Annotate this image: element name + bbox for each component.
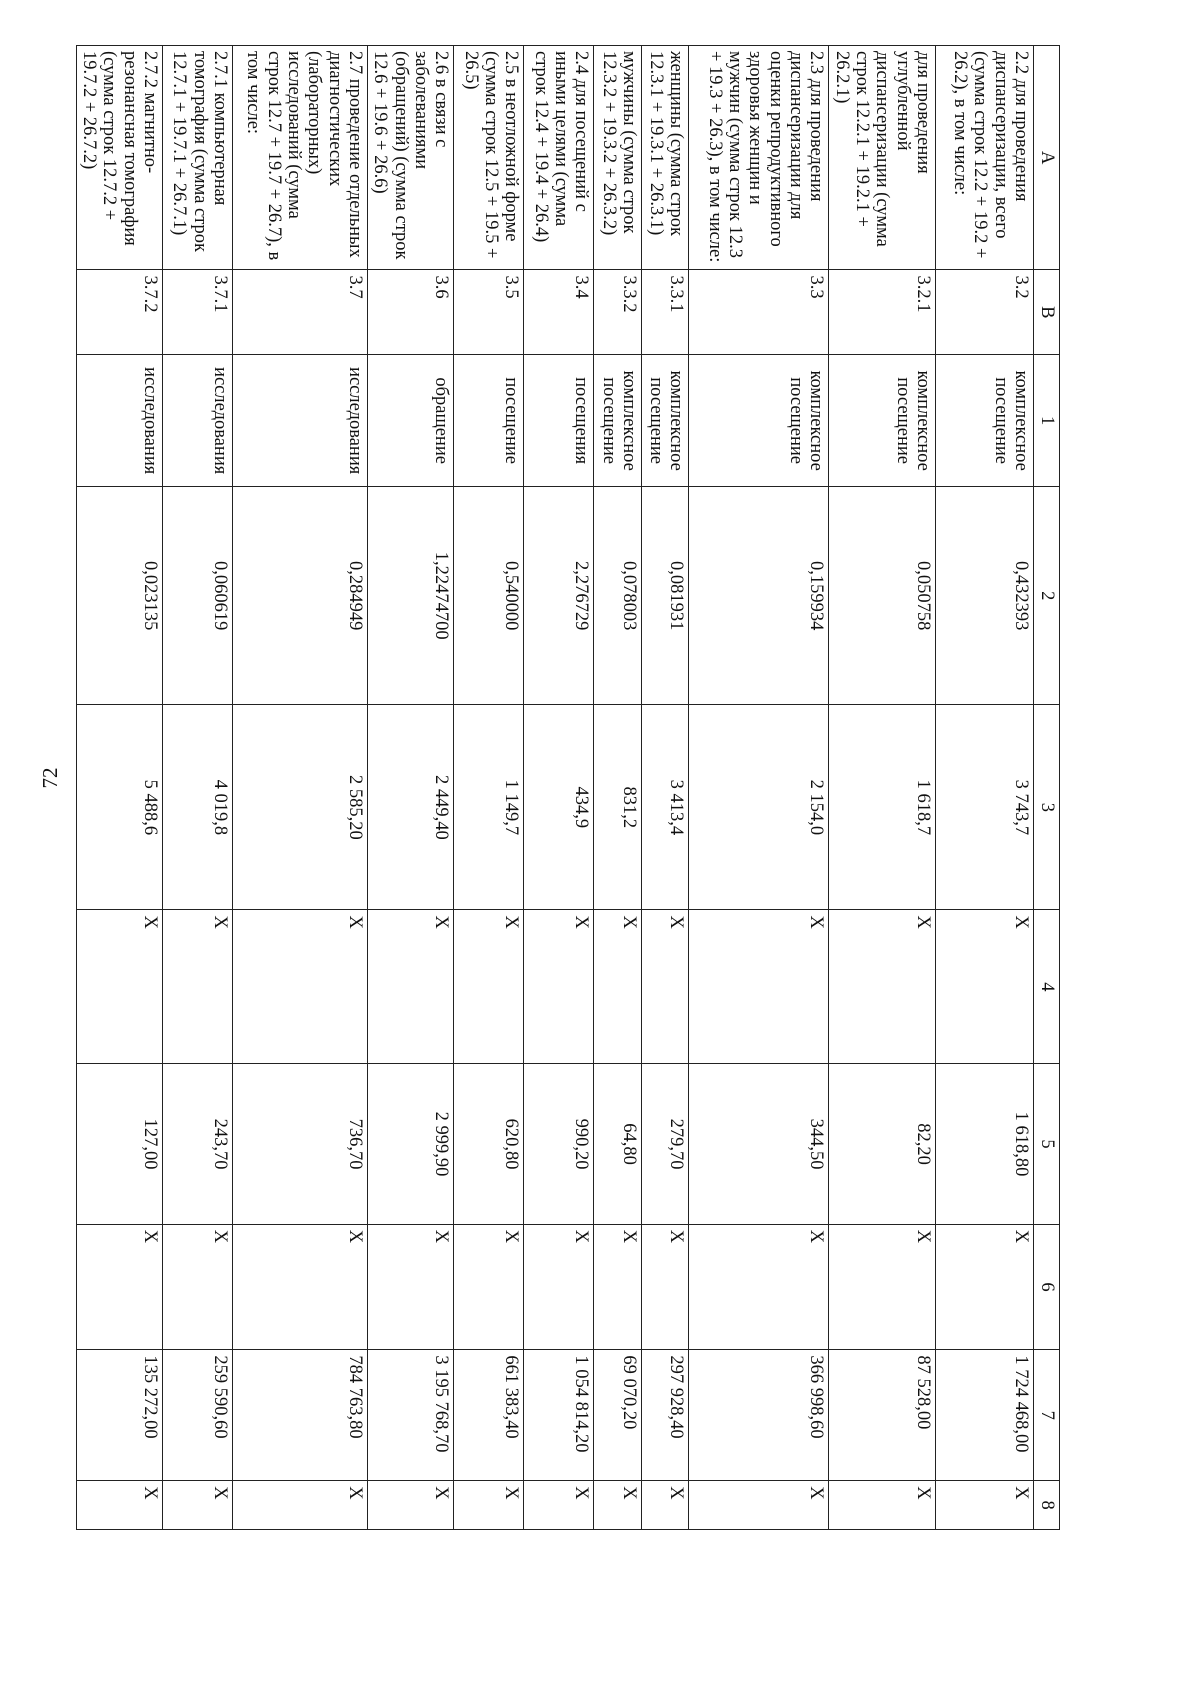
value-cell: Х: [162, 1224, 232, 1350]
value-cell: 831,2: [594, 705, 642, 910]
value-cell: 3 743,7: [936, 705, 1034, 910]
value-cell: Х: [829, 1224, 936, 1350]
value-cell: Х: [524, 1224, 594, 1350]
column-header: 3: [1034, 705, 1060, 910]
value-cell: 2 999,90: [367, 1064, 453, 1224]
value-cell: Х: [829, 1481, 936, 1530]
row-number-cell: 3.7: [232, 270, 367, 355]
value-cell: Х: [689, 1481, 829, 1530]
value-cell: 127,00: [76, 1064, 162, 1224]
value-cell: 2 449,40: [367, 705, 453, 910]
value-cell: 243,70: [162, 1064, 232, 1224]
row-label-cell: женщины (сумма строк 12.3.1 + 19.3.1 + 26.3.1): [642, 46, 689, 270]
row-label-cell: мужчины (сумма строк 12.3.2 + 19.3.2 + 26.3.2): [594, 46, 642, 270]
value-cell: 2 154,0: [689, 705, 829, 910]
value-cell: Х: [936, 1224, 1034, 1350]
value-cell: 990,20: [524, 1064, 594, 1224]
value-cell: 3 195 768,70: [367, 1350, 453, 1481]
table-row: [367, 46, 453, 1530]
value-cell: Х: [524, 910, 594, 1064]
table-row: [162, 46, 232, 1530]
row-label-cell: 2.7.1 компьютерная томография (сумма строк 12.7.1 + 19.7.1 + 26.7.1): [162, 46, 232, 270]
value-cell: Х: [524, 1481, 594, 1530]
column-header: 2: [1034, 487, 1060, 705]
value-cell: 259 590,60: [162, 1350, 232, 1481]
row-label-cell: 2.7.2 магнитно-резонансная томография (сумма строк 12.7.2 + 19.7.2 + 26.7.2): [76, 46, 162, 270]
value-cell: 0,159934: [689, 487, 829, 705]
unit-cell: комплексное посещение: [689, 355, 829, 487]
table-body: [76, 46, 1059, 1530]
column-header: В: [1034, 270, 1060, 355]
value-cell: Х: [689, 1224, 829, 1350]
table-row: [232, 46, 367, 1530]
value-cell: Х: [642, 910, 689, 1064]
column-header: 5: [1034, 1064, 1060, 1224]
value-cell: Х: [367, 1481, 453, 1530]
row-number-cell: 3.2: [936, 270, 1034, 355]
value-cell: 69 070,20: [594, 1350, 642, 1481]
row-number-cell: 3.7.2: [76, 270, 162, 355]
header-row: [1034, 46, 1060, 1530]
value-cell: 5 488,6: [76, 705, 162, 910]
value-cell: 366 998,60: [689, 1350, 829, 1481]
column-header: A: [1034, 46, 1060, 270]
row-label-cell: 2.2 для проведения диспансеризации, всего (сумма строк 12.2 + 19.2 + 26.2), в том числе:: [936, 46, 1034, 270]
column-header: 6: [1034, 1224, 1060, 1350]
unit-cell: комплексное посещение: [936, 355, 1034, 487]
value-cell: Х: [594, 1481, 642, 1530]
value-cell: Х: [454, 1224, 524, 1350]
row-number-cell: 3.3: [689, 270, 829, 355]
value-cell: Х: [454, 910, 524, 1064]
value-cell: 784 763,80: [232, 1350, 367, 1481]
value-cell: Х: [162, 910, 232, 1064]
column-header: 8: [1034, 1481, 1060, 1530]
value-cell: 1 054 814,20: [524, 1350, 594, 1481]
value-cell: Х: [232, 1481, 367, 1530]
value-cell: 2,276729: [524, 487, 594, 705]
value-cell: 0,540000: [454, 487, 524, 705]
table-row: [524, 46, 594, 1530]
unit-cell: обращение: [367, 355, 453, 487]
unit-cell: комплексное посещение: [642, 355, 689, 487]
table-row: [689, 46, 829, 1530]
value-cell: 0,432393: [936, 487, 1034, 705]
value-cell: 1 618,80: [936, 1064, 1034, 1224]
rotated-table-container: [80, 45, 1060, 1530]
table-row: [594, 46, 642, 1530]
row-label-cell: 2.3 для проведения диспансеризации для оценки репродуктивного здоровья женщин и мужчин (сумма строк 12.3 + 19.3 + 26.3), в том числе:: [689, 46, 829, 270]
value-cell: Х: [829, 910, 936, 1064]
value-cell: 64,80: [594, 1064, 642, 1224]
value-cell: 135 272,00: [76, 1350, 162, 1481]
value-cell: Х: [367, 910, 453, 1064]
value-cell: Х: [594, 910, 642, 1064]
value-cell: 87 528,00: [829, 1350, 936, 1481]
unit-cell: комплексное посещение: [829, 355, 936, 487]
row-number-cell: 3.7.1: [162, 270, 232, 355]
value-cell: 0,050758: [829, 487, 936, 705]
value-cell: 661 383,40: [454, 1350, 524, 1481]
unit-cell: исследования: [232, 355, 367, 487]
row-label-cell: 2.7 проведение отдельных диагностических (лабораторных) исследований (сумма строк 12.7 + 19.7 + 26.7), в том числе:: [232, 46, 367, 270]
value-cell: Х: [594, 1224, 642, 1350]
unit-cell: комплексное посещение: [594, 355, 642, 487]
table-row: [829, 46, 936, 1530]
value-cell: Х: [454, 1481, 524, 1530]
value-cell: 0,023135: [76, 487, 162, 705]
value-cell: 2 585,20: [232, 705, 367, 910]
row-label-cell: для проведения углубленной диспансеризации (сумма строк 12.2.1 + 19.2.1 + 26.2.1): [829, 46, 936, 270]
unit-cell: исследования: [76, 355, 162, 487]
table-row: [936, 46, 1034, 1530]
row-number-cell: 3.2.1: [829, 270, 936, 355]
value-cell: 0,078003: [594, 487, 642, 705]
row-number-cell: 3.4: [524, 270, 594, 355]
table-row: [454, 46, 524, 1530]
value-cell: Х: [76, 910, 162, 1064]
value-cell: Х: [689, 910, 829, 1064]
table-row: [76, 46, 162, 1530]
value-cell: Х: [642, 1481, 689, 1530]
column-header: 1: [1034, 355, 1060, 487]
value-cell: 297 928,40: [642, 1350, 689, 1481]
row-number-cell: 3.3.1: [642, 270, 689, 355]
value-cell: Х: [936, 1481, 1034, 1530]
value-cell: Х: [232, 1224, 367, 1350]
value-cell: 736,70: [232, 1064, 367, 1224]
row-number-cell: 3.5: [454, 270, 524, 355]
row-label-cell: 2.6 в связи с заболеваниями (обращений) (сумма строк 12.6 + 19.6 + 26.6): [367, 46, 453, 270]
row-label-cell: 2.5 в неотложной форме (сумма строк 12.5 + 19.5 + 26.5): [454, 46, 524, 270]
unit-cell: посещение: [454, 355, 524, 487]
column-header: 7: [1034, 1350, 1060, 1481]
table-row: [642, 46, 689, 1530]
value-cell: Х: [76, 1224, 162, 1350]
value-cell: Х: [367, 1224, 453, 1350]
value-cell: 1 618,7: [829, 705, 936, 910]
value-cell: Х: [936, 910, 1034, 1064]
value-cell: 4 019,8: [162, 705, 232, 910]
value-cell: 0,060619: [162, 487, 232, 705]
unit-cell: исследования: [162, 355, 232, 487]
value-cell: Х: [642, 1224, 689, 1350]
value-cell: Х: [162, 1481, 232, 1530]
value-cell: Х: [76, 1481, 162, 1530]
row-label-cell: 2.4 для посещений с иными целями (сумма строк 12.4 + 19.4 + 26.4): [524, 46, 594, 270]
value-cell: 0,081931: [642, 487, 689, 705]
page-number: 72: [38, 767, 62, 789]
value-cell: Х: [232, 910, 367, 1064]
unit-cell: посещения: [524, 355, 594, 487]
value-cell: 1 149,7: [454, 705, 524, 910]
value-cell: 344,50: [689, 1064, 829, 1224]
data-table: [76, 45, 1060, 1530]
value-cell: 3 413,4: [642, 705, 689, 910]
value-cell: 0,284949: [232, 487, 367, 705]
value-cell: 1,22474700: [367, 487, 453, 705]
value-cell: 279,70: [642, 1064, 689, 1224]
value-cell: 620,80: [454, 1064, 524, 1224]
row-number-cell: 3.6: [367, 270, 453, 355]
value-cell: 434,9: [524, 705, 594, 910]
column-header: 4: [1034, 910, 1060, 1064]
value-cell: 1 724 468,00: [936, 1350, 1034, 1481]
row-number-cell: 3.3.2: [594, 270, 642, 355]
value-cell: 82,20: [829, 1064, 936, 1224]
